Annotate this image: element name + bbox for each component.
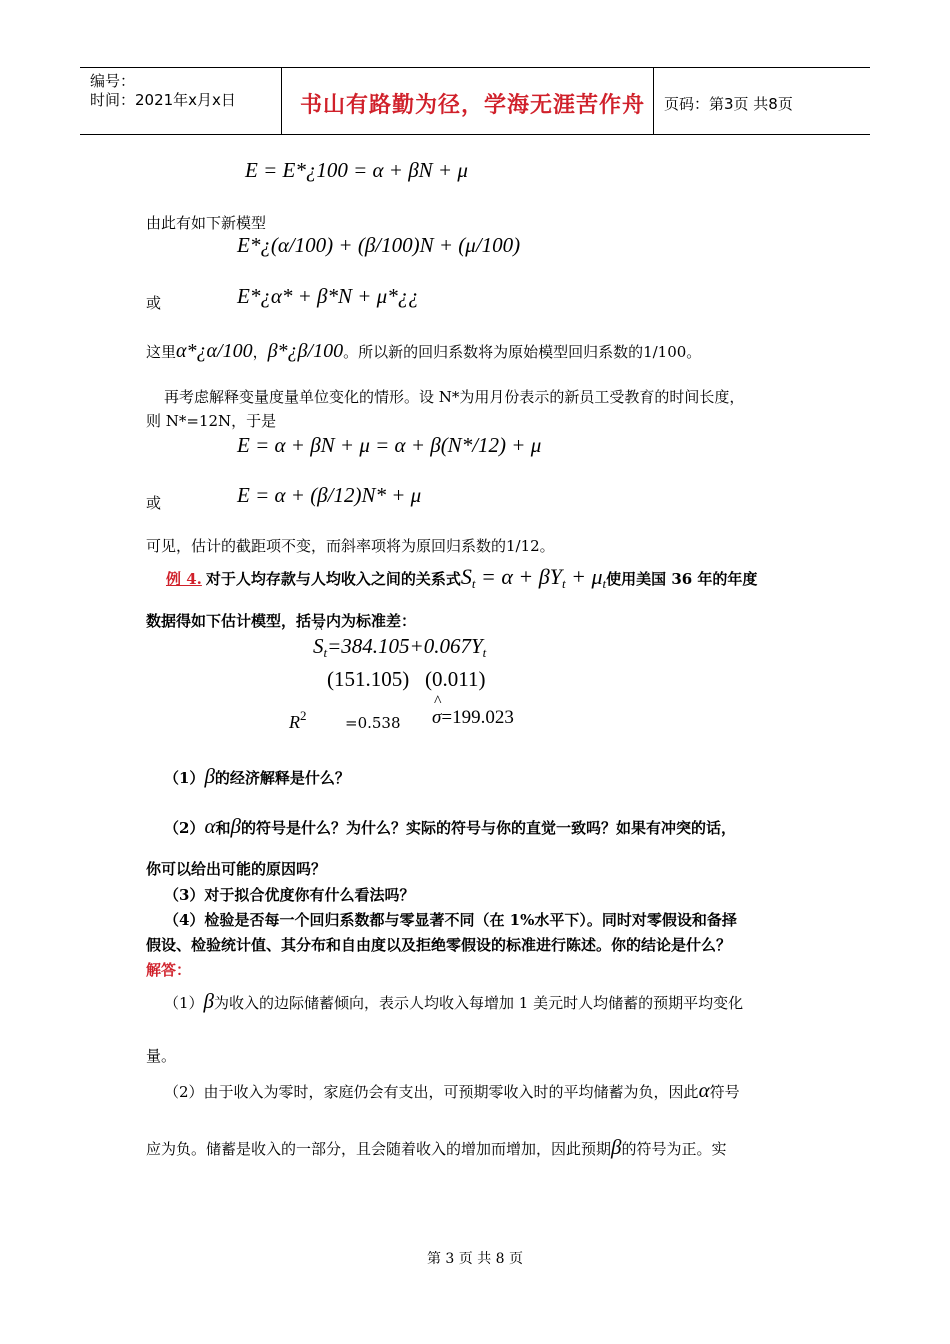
here-math-beta: β*¿β/100 bbox=[267, 340, 344, 362]
r-squared-label: $R^2$ bbox=[289, 708, 307, 732]
page-footer: 第 3 页 共 8 页 bbox=[426, 1251, 524, 1267]
answer-1: （1）β为收入的边际储蓄倾向，表示人均收入每增加 1 美元时人均储蓄的预期平均变化 bbox=[164, 989, 744, 1013]
sigma-hat: ^ σ=199.023 bbox=[432, 707, 514, 729]
here-comma: ， bbox=[252, 343, 268, 361]
r-squared-value: =0.538 bbox=[345, 714, 401, 732]
estimated-rhs: =384.105+0.067Y bbox=[327, 634, 483, 658]
alpha-symbol: α bbox=[698, 1078, 710, 1102]
paragraph-unit-change-2: 则 N*=12N，于是 bbox=[146, 412, 277, 430]
here-line bbox=[146, 340, 701, 363]
header-top-rule bbox=[80, 67, 870, 68]
example-4-equation: $S_t = \alpha + \beta Y_t + \mu_t$ bbox=[460, 564, 607, 591]
header-bottom-rule bbox=[80, 134, 870, 135]
header-motto: 书山有路勤为径，学海无涯苦作舟 bbox=[300, 93, 646, 118]
header-time-label: 时间：2021年x月x日 bbox=[90, 91, 236, 109]
answer-2-cont: 应为负。储蓄是收入的一部分，且会随着收入的增加而增加，因此预期β的符号为正。实 bbox=[146, 1135, 727, 1159]
question-3: （3）对于拟合优度你有什么看法吗？ bbox=[164, 886, 415, 904]
example-4-line bbox=[146, 564, 757, 592]
example-4-label: 例 4. bbox=[166, 570, 202, 588]
beta-symbol: β bbox=[204, 764, 215, 788]
answer-label: 解答： bbox=[146, 961, 192, 979]
here-math-alpha: α*¿α/100 bbox=[176, 340, 253, 362]
question-4-a: （4）检验是否每一个回归系数都与零显著不同（在 1%水平下）。同时对零假设和备择 bbox=[164, 911, 737, 929]
header-divider-left bbox=[281, 67, 282, 135]
here-suffix: 。所以新的回归系数将为原始模型回归系数的1/100。 bbox=[343, 343, 702, 361]
here-prefix: 这里 bbox=[146, 343, 177, 361]
equation-1: E = E*¿100 = α + βN + μ bbox=[245, 158, 468, 182]
standard-errors: (151.105) (0.011) bbox=[327, 667, 486, 691]
beta-symbol: β bbox=[203, 989, 215, 1013]
equation-5: E = α + (β/12)N* + μ bbox=[237, 483, 422, 507]
estimated-model: ^ $S_t=384.105+0.067Y_t$ bbox=[313, 634, 486, 661]
question-2: （2）α和β的符号是什么？为什么？实际的符号与你的直觉一致吗？如果有冲突的话， bbox=[164, 814, 736, 838]
header-code-label: 编号： bbox=[90, 72, 136, 90]
answer-2: （2）由于收入为零时，家庭仍会有支出，可预期零收入时的平均储蓄为负，因此α符号 bbox=[164, 1078, 740, 1102]
equation-2: E*¿(α/100) + (β/100)N + (μ/100) bbox=[237, 233, 521, 257]
s-hat: ^ S bbox=[313, 634, 324, 659]
example-4-text-a: 对于人均存款与人均收入之间的关系式 bbox=[205, 570, 461, 588]
equation-3: E*¿α* + β*N + μ*¿¿ bbox=[237, 284, 419, 308]
or-label-2: 或 bbox=[146, 494, 162, 512]
answer-1-cont: 量。 bbox=[146, 1047, 177, 1065]
or-label-1: 或 bbox=[146, 294, 162, 312]
new-model-intro: 由此有如下新模型 bbox=[146, 214, 267, 232]
example-4-text-b: 使用美国 36 年的年度 bbox=[606, 570, 758, 588]
question-4-b: 假设、检验统计值、其分布和自由度以及拒绝零假设的标准进行陈述。你的结论是什么？ bbox=[146, 936, 732, 954]
paragraph-unit-change-1: 再考虑解释变量度量单位变化的情形。设 N*为用月份表示的新员工受教育的时间长度， bbox=[164, 388, 745, 406]
equation-4: E = α + βN + μ = α + β(N*/12) + μ bbox=[237, 433, 542, 457]
beta-symbol: β bbox=[611, 1135, 622, 1159]
question-1: （1）β的经济解释是什么？ bbox=[164, 764, 350, 788]
alpha-symbol: α bbox=[204, 814, 216, 838]
beta-symbol: β bbox=[230, 814, 241, 838]
conclusion-intercept: 可见，估计的截距项不变，而斜率项将为原回归系数的1/12。 bbox=[146, 537, 555, 555]
example-4-text-c: 数据得如下估计模型，括号内为标准差： bbox=[146, 612, 417, 630]
question-2-cont: 你可以给出可能的原因吗？ bbox=[146, 860, 327, 878]
header-divider-right bbox=[653, 67, 654, 135]
header-page-info: 页码：第3页 共8页 bbox=[664, 95, 793, 113]
